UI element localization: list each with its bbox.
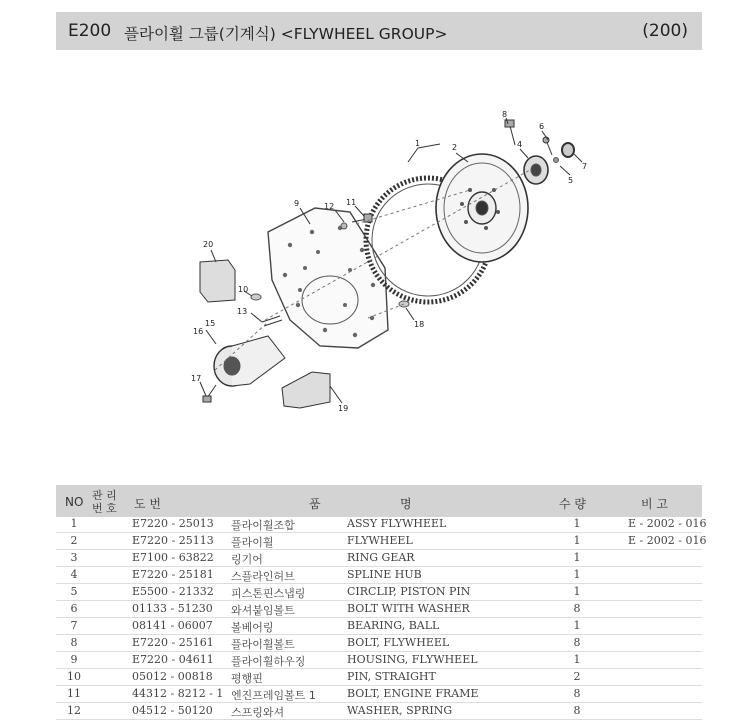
part-name-korean: 링기어	[231, 553, 263, 566]
callout-17: 17	[191, 374, 202, 383]
flywheel-housing	[268, 208, 388, 348]
part-number: E7220 - 25113	[132, 534, 214, 547]
bracket-19	[282, 372, 330, 408]
part-name-korean: 플라이휠	[231, 536, 274, 549]
part-name-english: FLYWHEEL	[347, 534, 413, 547]
part-number: E7220 - 25181	[132, 568, 214, 581]
part-number: E7100 - 63822	[132, 551, 214, 564]
table-row	[56, 618, 702, 635]
part-name-korean: 평행핀	[231, 672, 263, 685]
col-part-number: 도 번	[134, 497, 161, 511]
table-row	[56, 533, 707, 550]
part-name-korean: 스프링와셔	[231, 706, 285, 719]
spring-washer	[341, 223, 347, 229]
part-name-english: ASSY FLYWHEEL	[347, 517, 447, 530]
callout-12: 12	[324, 202, 335, 211]
part-number: E7220 - 25161	[132, 636, 214, 649]
page-number: (200)	[642, 21, 688, 41]
section-code: E200	[68, 21, 112, 41]
col-remarks: 비 고	[641, 497, 668, 511]
part-name-english: CIRCLIP, PISTON PIN	[347, 585, 471, 598]
row-number: 11	[67, 687, 81, 700]
quantity: 2	[573, 670, 581, 683]
table-row	[56, 567, 702, 584]
callout-7: 7	[582, 162, 588, 171]
quantity: 1	[573, 653, 581, 666]
quantity: 1	[573, 585, 581, 598]
part-name-english: BOLT WITH WASHER	[347, 602, 470, 615]
ball-bearing	[562, 143, 574, 157]
callout-1: 1	[415, 139, 421, 148]
callout-8: 8	[502, 110, 508, 119]
part-name-english: SPLINE HUB	[347, 568, 422, 581]
callout-20: 20	[203, 240, 214, 249]
quantity: 8	[573, 687, 581, 700]
table-row	[56, 550, 702, 567]
parts-table-header	[56, 485, 702, 517]
part-name-korean: 스플라인허브	[231, 570, 295, 583]
circlip	[554, 158, 559, 163]
part-name-english: BOLT, FLYWHEEL	[347, 636, 450, 649]
part-name-english: BOLT, ENGINE FRAME	[347, 687, 479, 700]
quantity: 1	[573, 551, 581, 564]
row-number: 2	[70, 534, 78, 547]
quantity: 1	[573, 534, 581, 547]
table-row	[56, 669, 702, 686]
row-number: 4	[70, 568, 78, 581]
col-name-part1: 품	[309, 497, 321, 511]
table-row	[56, 703, 702, 720]
quantity: 8	[573, 602, 581, 615]
row-number: 3	[70, 551, 78, 564]
row-number: 5	[70, 585, 78, 598]
flywheel-bolt	[505, 120, 515, 145]
part-number: 01133 - 51230	[132, 602, 213, 615]
part-number: E7220 - 04611	[132, 653, 214, 666]
part-number: E7220 - 25013	[132, 517, 214, 530]
row-number: 10	[67, 670, 81, 683]
part-name-english: BEARING, BALL	[347, 619, 440, 632]
bracket-20	[200, 260, 235, 302]
part-number: 08141 - 06007	[132, 619, 213, 632]
table-row	[56, 584, 702, 601]
callout-9: 9	[294, 199, 300, 208]
part-number: E5500 - 21332	[132, 585, 214, 598]
callout-5: 5	[568, 176, 574, 185]
col-mgmt-line2: 번 호	[92, 502, 117, 515]
table-row	[56, 652, 702, 669]
callout-11: 11	[346, 198, 357, 207]
col-name-part2: 명	[400, 497, 412, 511]
col-no: NO	[65, 495, 84, 509]
part-name-korean: 피스톤핀스냅링	[231, 587, 306, 600]
part-name-english: WASHER, SPRING	[347, 704, 453, 717]
col-mgmt-line1: 관 리	[92, 489, 117, 502]
part-name-english: PIN, STRAIGHT	[347, 670, 436, 683]
callout-18: 18	[414, 320, 425, 329]
table-row	[56, 635, 702, 652]
part-name-korean: 플라이휠하우징	[231, 655, 306, 668]
col-quantity: 수 량	[559, 497, 586, 511]
part-name-english: RING GEAR	[347, 551, 415, 564]
part-name-korean: 볼베어링	[231, 621, 274, 634]
part-name-korean: 와셔붙임볼트	[231, 604, 295, 617]
callout-16: 16	[193, 327, 204, 336]
callout-10: 10	[238, 285, 249, 294]
part-name-english: HOUSING, FLYWHEEL	[347, 653, 478, 666]
quantity: 8	[573, 636, 581, 649]
row-number: 9	[70, 653, 78, 666]
callout-2: 2	[452, 143, 458, 152]
remarks: E - 2002 - 016	[628, 517, 707, 530]
callout-15: 15	[205, 319, 216, 328]
callout-13: 13	[237, 307, 248, 316]
table-row	[56, 516, 707, 533]
row-number: 1	[70, 517, 78, 530]
table-row	[56, 686, 702, 703]
quantity: 1	[573, 619, 581, 632]
section-title: 플라이휠 그룹(기계식) <FLYWHEEL GROUP>	[124, 25, 448, 43]
parts-table-body	[56, 516, 707, 720]
part-number: 04512 - 50120	[132, 704, 213, 717]
part-name-korean: 플라이휠조합	[231, 519, 295, 532]
part-number: 44312 - 8212 - 1	[132, 687, 224, 700]
table-row	[56, 601, 702, 618]
part-name-korean: 엔진프레임볼트 1	[231, 689, 316, 702]
callout-6: 6	[539, 122, 545, 131]
straight-pin	[251, 294, 261, 300]
part-number: 05012 - 00818	[132, 670, 213, 683]
callout-19: 19	[338, 404, 349, 413]
callout-4: 4	[517, 140, 523, 149]
row-number: 6	[70, 602, 78, 615]
row-number: 7	[70, 619, 78, 632]
quantity: 8	[573, 704, 581, 717]
quantity: 1	[573, 517, 581, 530]
row-number: 12	[67, 704, 81, 717]
row-number: 8	[70, 636, 78, 649]
part-name-korean: 플라이휠볼트	[231, 638, 295, 651]
remarks: E - 2002 - 016	[628, 534, 707, 547]
quantity: 1	[573, 568, 581, 581]
